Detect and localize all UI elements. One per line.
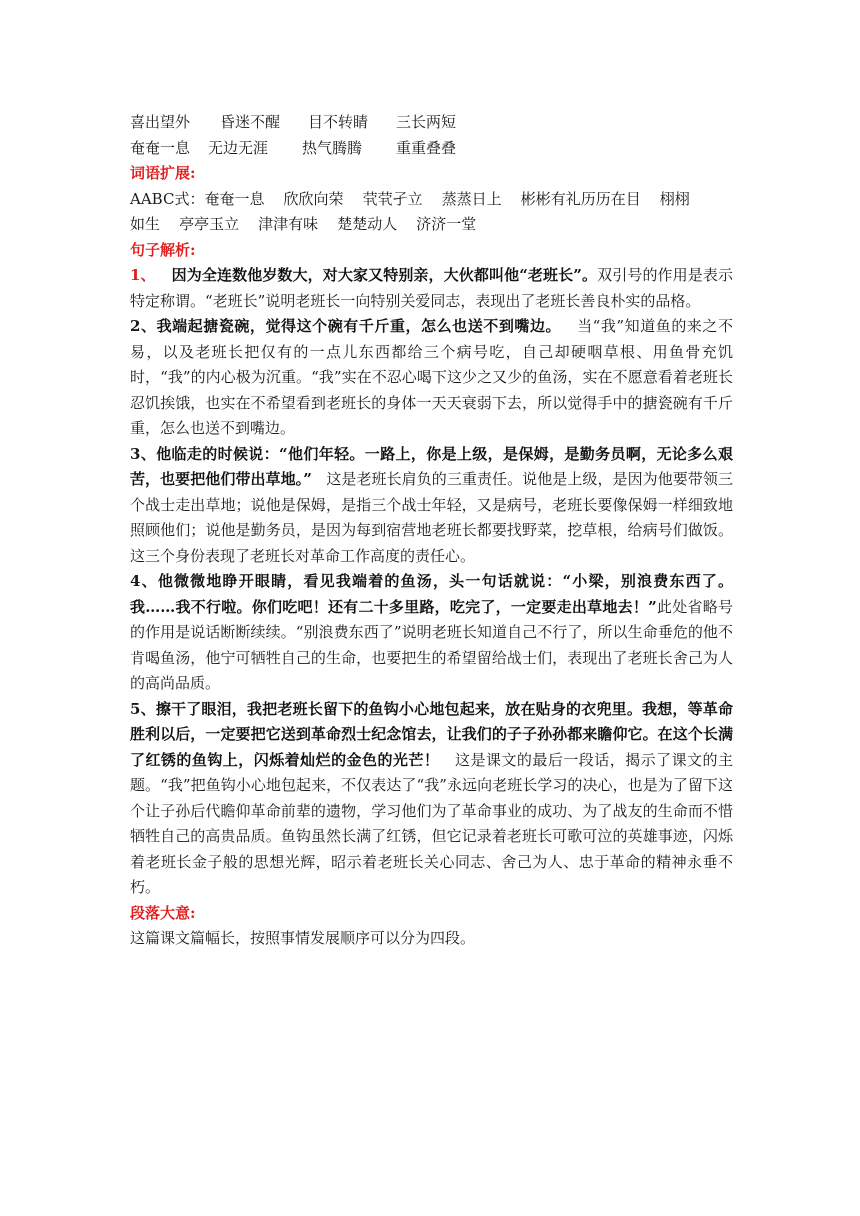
aabc-line-1: AABC式：奄奄一息 欣欣向荣 茕茕孑立 蒸蒸日上 彬彬有礼历历在目 栩栩: [130, 189, 690, 208]
sentence-item-3: [130, 442, 733, 570]
sentence-analysis: 双引号的作用是表示特定称谓。“老班长”说明老班长一向特别关爱同志，表现出了老班长善良朴实的品格。: [130, 266, 733, 310]
sentence-item-1: [130, 263, 733, 314]
vocab-row-1: [130, 110, 733, 136]
summary-text: 这篇课文篇幅长，按照事情发展顺序可以分为四段。: [130, 929, 476, 947]
heading-paragraph-summary: 段落大意:: [130, 903, 196, 922]
vocab-word: 三长两短: [396, 113, 457, 131]
sentence-analysis: 此处省略号的作用是说话断断续续。“别浪费东西了”说明老班长知道自己不行了，所以生命垂危的他不肯喝鱼汤，他宁可牺牲自己的生命，也要把生的希望留给战士们，表现出了老班长舍己为人的高尚品质。: [130, 597, 733, 692]
document-page: [130, 110, 733, 952]
sentence-analysis: 这是课文的最后一段话，揭示了课文的主题。“我”把鱼钩小心地包起来，不仅表达了“我”永远向老班长学习的决心，也是为了留下这个让子孙后代瞻仰革命前辈的遗物，学习他们为了革命事业的成功、为了战友的生命而不惜牺牲自己的高贵品质。鱼钩虽然长满了红锈，但它记录着老班长可歌可泣的英雄事迹，闪烁着老班长金子般的思想光辉，昭示着老班长关心同志、舍己为人、忠于革命的精神永垂不朽。: [130, 750, 733, 896]
vocab-row-2: [130, 136, 733, 162]
sentence-number: 5、: [130, 699, 156, 718]
sentence-analysis: 这是老班长肩负的三重责任。说他是上级，是因为他要带领三个战士走出草地；说他是保姆，是指三个战士年轻，又是病号，老班长要像保姆一样细致地照顾他们；说他是勤务员，是因为每到宿营地老班长都要找野菜，挖草根，给病号们做饭。这三个身份表现了老班长对革命工作高度的责任心。: [130, 470, 733, 565]
sentence-quote: 擦干了眼泪，我把老班长留下的鱼钩小心地包起来，放在贴身的衣兜里。我想，等革命胜利以后，一定要把它送到革命烈士纪念馆去，让我们的子子孙孙都来瞻仰它。在这个长满了红锈的鱼钩上，闪烁着灿烂的金色的光芒！: [130, 699, 733, 769]
sentence-analysis: 当“我”知道鱼的来之不易，以及老班长把仅有的一点儿东西都给三个病号吃，自己却硬咽草根、用鱼骨充饥时，“我”的内心极为沉重。“我”实在不忍心喝下这少之又少的鱼汤，实在不愿意看着老班长忍饥挨饿，也实在不希望看到老班长的身体一天天衰弱下去，所以觉得手中的搪瓷碗有千斤重，怎么也送不到嘴边。: [130, 317, 733, 437]
sentence-item-5: [130, 697, 733, 901]
vocab-word: 昏迷不醒: [220, 113, 281, 131]
sentence-number: 1、: [130, 266, 156, 284]
sentence-number: 2、: [130, 317, 157, 335]
vocab-word: 热气腾腾: [302, 138, 363, 157]
vocab-word: 奄奄一息: [130, 138, 191, 157]
vocab-word: 喜出望外: [130, 113, 191, 131]
sentence-quote: 因为全连数他岁数大，对大家又特别亲，大伙都叫他“老班长”。: [155, 266, 598, 284]
sentence-number: 4、: [130, 572, 158, 590]
vocab-word: 目不转睛: [308, 113, 369, 131]
sentence-quote: 我端起搪瓷碗，觉得这个碗有千斤重，怎么也送不到嘴边。: [156, 317, 562, 335]
sentence-item-2: [130, 314, 733, 442]
sentence-quote: 他微微地睁开眼睛，看见我端着的鱼汤，头一句话就说：“小梁，别浪费东西了。我……我不行啦。你们吃吧！还有二十多里路，吃完了，一定要走出草地去！”: [130, 572, 733, 616]
heading-sentence-analysis: 句子解析:: [130, 240, 196, 259]
sentence-quote: 他临走的时候说：“他们年轻。一路上，你是上级，是保姆，是勤务员啊，无论多么艰苦，也要把他们带出草地。”: [130, 444, 733, 488]
heading-word-expansion: 词语扩展:: [130, 164, 196, 182]
sentence-number: 3、: [130, 444, 157, 463]
aabc-line-2: 如生 亭亭玉立 津津有味 楚楚动人 济济一堂: [130, 215, 477, 233]
sentence-item-4: [130, 569, 733, 697]
vocab-word: 无边无涯: [208, 138, 269, 157]
vocab-word: 重重叠叠: [396, 138, 457, 157]
